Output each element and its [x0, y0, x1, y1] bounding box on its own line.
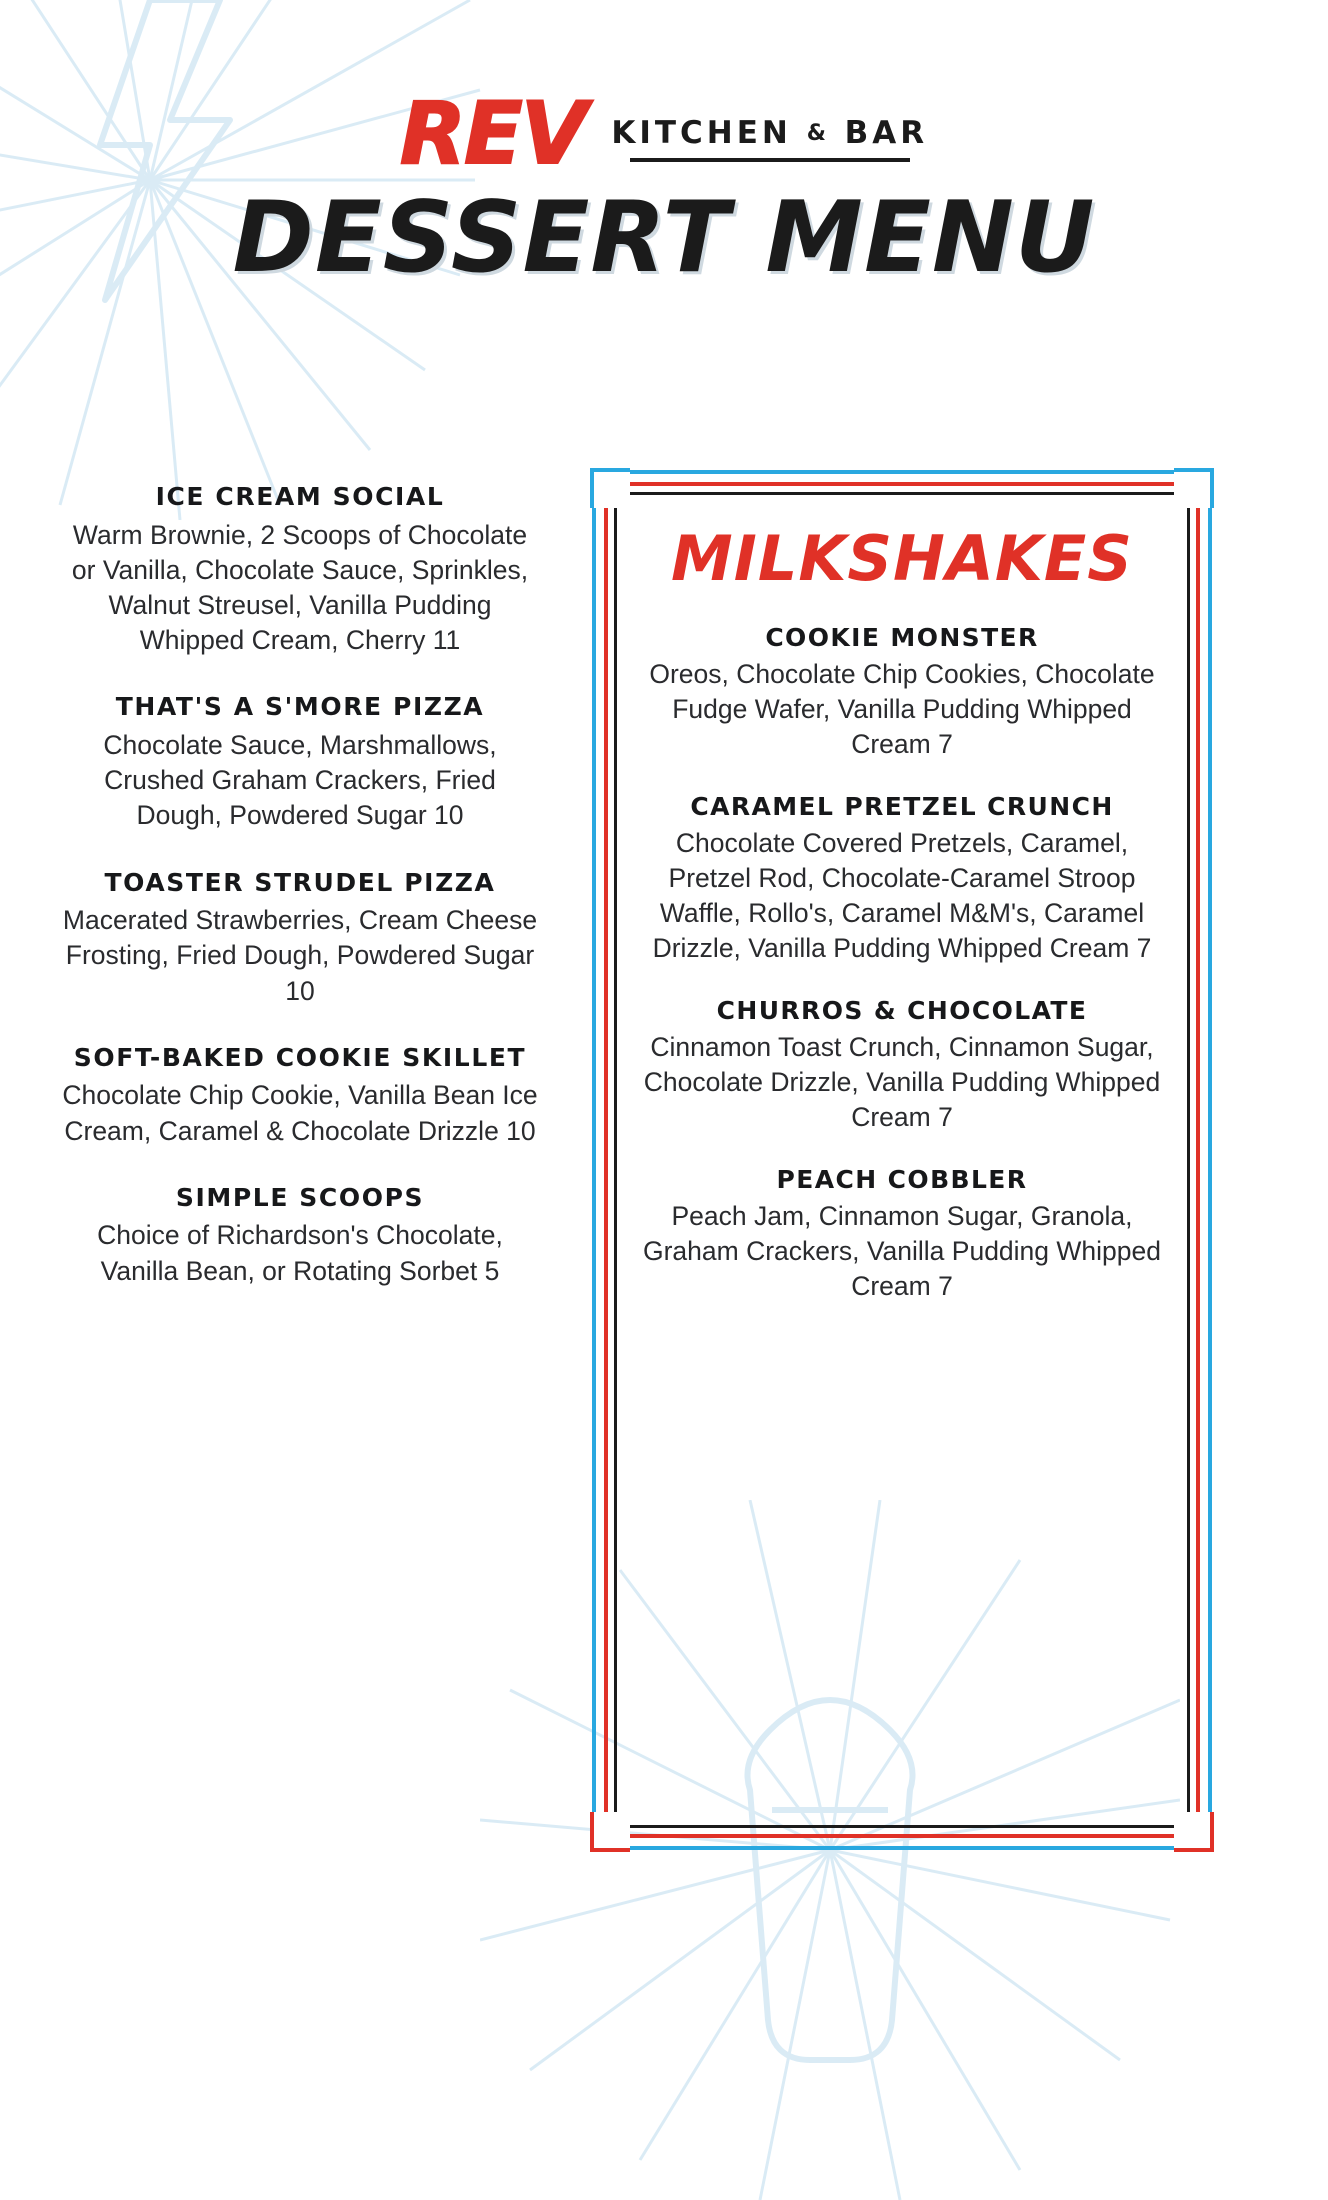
logo-subtitle-block [611, 107, 928, 162]
menu-item-description: Chocolate Chip Cookie, Vanilla Bean Ice Cream, Caramel & Chocolate Drizzle 10 [62, 1080, 538, 1146]
logo-subtitle-ampersand: & [806, 121, 830, 147]
milkshake-item [632, 1165, 1172, 1304]
milkshake-item-description: Oreos, Chocolate Chip Cookies, Chocolate Fudge Wafer, Vanilla Pudding Whipped Cream 7 [649, 659, 1155, 759]
menu-item [60, 868, 540, 1009]
milkshake-item-name: COOKIE MONSTER [765, 623, 1039, 652]
milkshake-item-name: CHURROS & CHOCOLATE [716, 995, 1088, 1025]
menu-item [60, 1043, 540, 1149]
menu-item-description: Warm Brownie, 2 Scoops of Chocolate or Vanilla, Chocolate Sauce, Sprinkles, Walnut Streusel, Vanilla Pudding Whipped Cream, Cherry 11 [71, 519, 529, 656]
menu-item-name: SOFT-BAKED COOKIE SKILLET [73, 1042, 527, 1072]
menu-item-name: ICE CREAM SOCIAL [155, 482, 445, 511]
logo-underline [630, 158, 910, 162]
milkshakes-heading: MILKSHAKES [671, 522, 1133, 595]
milkshake-item-name: PEACH COBBLER [776, 1164, 1028, 1194]
menu-item-name: TOASTER STRUDEL PIZZA [104, 867, 496, 897]
milkshake-item [632, 623, 1172, 762]
milkshake-item [632, 996, 1172, 1135]
menu-item-description: Macerated Strawberries, Cream Cheese Frosting, Fried Dough, Powdered Sugar 10 [62, 905, 538, 1006]
corner-notch-bottom-left [590, 1812, 630, 1852]
milkshakes-content [632, 522, 1172, 1304]
logo-subtitle-bar: BAR [844, 115, 929, 152]
milkshake-item-description: Chocolate Covered Pretzels, Caramel, Pretzel Rod, Chocolate-Caramel Stroop Waffle, Rollo's, Caramel M&M's, Caramel Drizzle, Vanilla Pudding Whipped Cream 7 [652, 827, 1152, 963]
corner-notch-top-left [590, 468, 630, 508]
menu-item [60, 482, 540, 658]
milkshakes-panel [592, 470, 1212, 1850]
menu-item [60, 692, 540, 833]
logo-subtitle-kitchen: KITCHEN [611, 115, 792, 152]
menu-item-name: SIMPLE SCOOPS [175, 1182, 425, 1212]
logo-subtitle [611, 115, 928, 151]
dessert-list [60, 482, 540, 1289]
milkshake-item-description: Cinnamon Toast Crunch, Cinnamon Sugar, Chocolate Drizzle, Vanilla Pudding Whipped Cream 7 [643, 1031, 1161, 1132]
logo-wordmark: REV [399, 84, 586, 184]
menu-item-name: THAT'S A S'MORE PIZZA [115, 692, 485, 722]
menu-item-description: Choice of Richardson's Chocolate, Vanilla Bean, or Rotating Sorbet 5 [97, 1220, 503, 1286]
corner-notch-bottom-right [1174, 1812, 1214, 1852]
page-title: DESSERT MENU [232, 181, 1096, 296]
corner-notch-top-right [1174, 468, 1214, 508]
milkshake-item-description: Peach Jam, Cinnamon Sugar, Granola, Graham Crackers, Vanilla Pudding Whipped Cream 7 [643, 1200, 1161, 1301]
menu-item-description: Chocolate Sauce, Marshmallows, Crushed Graham Crackers, Fried Dough, Powdered Sugar 10 [103, 729, 497, 831]
menu-header [0, 84, 1328, 296]
menu-item [60, 1183, 540, 1289]
milkshake-item-name: CARAMEL PRETZEL CRUNCH [690, 791, 1114, 821]
milkshake-item [632, 792, 1172, 966]
brand-logo [399, 84, 929, 184]
